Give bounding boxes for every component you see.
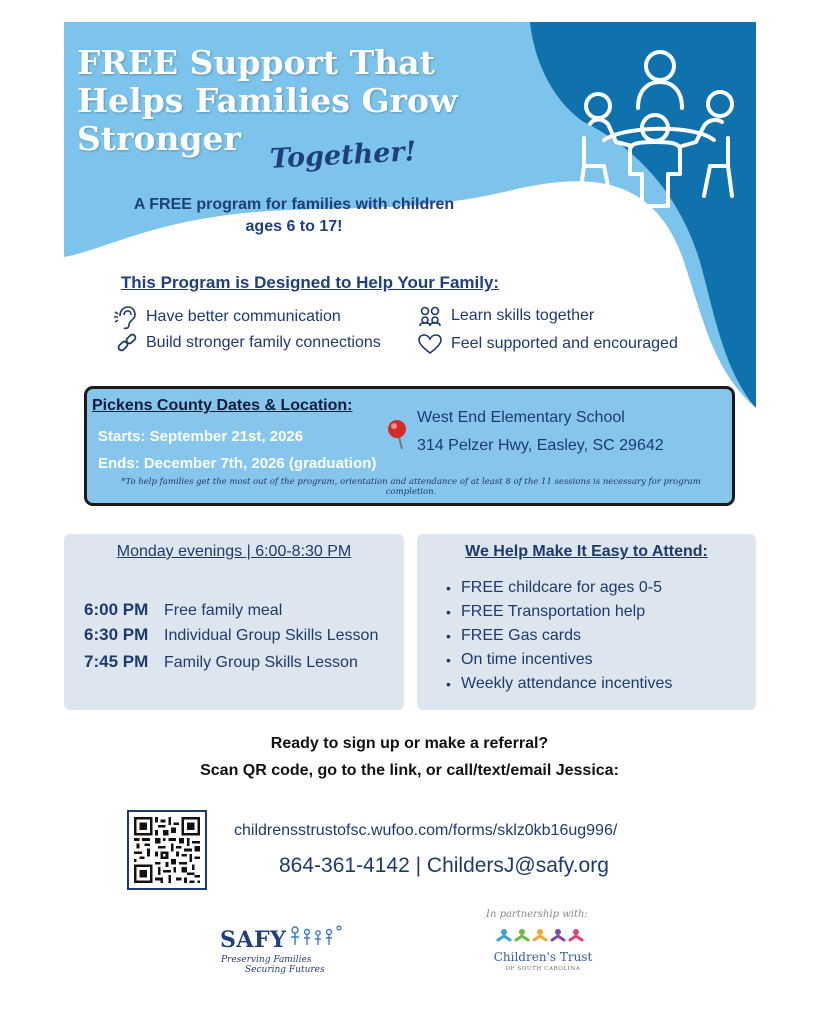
heart-icon: [417, 333, 443, 355]
list-item: • On time incentives: [461, 648, 672, 672]
list-item: • FREE Gas cards: [461, 624, 672, 648]
list-item: • FREE Transportation help: [461, 600, 672, 624]
benefit-label: Learn skills together: [451, 307, 595, 324]
schedule-label: Free family meal: [164, 602, 283, 619]
hero-title: [77, 44, 497, 158]
family-figures-icon: [287, 925, 343, 951]
benefit-communication: [112, 304, 341, 330]
benefit-supported: [417, 333, 678, 355]
phone-email[interactable]: 864-361-4142 | ChildersJ@safy.org: [279, 854, 609, 877]
school-address: 314 Pelzer Hwy, Easley, SC 29642: [417, 437, 664, 454]
hero-subtitle-line-2: ages 6 to 17!: [245, 218, 343, 235]
schedule-heading: Monday evenings | 6:00-8:30 PM: [116, 543, 352, 560]
start-date: Starts: September 21st, 2026: [98, 428, 304, 445]
qr-code-icon: [134, 817, 200, 883]
schedule-time: 7:45 PM: [84, 652, 149, 671]
hero-title-line-3: Stronger: [77, 119, 241, 158]
school-name: West End Elementary School: [417, 409, 625, 426]
safy-tagline-line-1: Preserving Families: [221, 955, 312, 965]
schedule-panel: [64, 534, 404, 710]
benefit-label: Feel supported and encouraged: [451, 335, 678, 352]
safy-logo: [215, 925, 345, 981]
signup-link[interactable]: childrensstrustofsc.wufoo.com/forms/sklz0kb16ug996/: [234, 822, 618, 839]
benefit-label: Have better communication: [146, 308, 341, 325]
map-pin-icon: [385, 419, 411, 451]
location-heading: Pickens County Dates & Location:: [92, 397, 353, 414]
link-icon: [116, 332, 138, 354]
list-item: • Weekly attendance incentives: [461, 672, 672, 696]
safy-tagline: [221, 955, 325, 975]
children-figures-icon: [494, 928, 594, 946]
schedule-row: [84, 600, 282, 620]
schedule-row: [84, 625, 378, 645]
schedule-time: 6:00 PM: [84, 600, 149, 619]
benefits-heading: This Program is Designed to Help Your Family:: [120, 273, 500, 292]
hero-title-line-2: Helps Families Grow: [77, 81, 458, 120]
schedule-label: Family Group Skills Lesson: [164, 654, 358, 671]
cta-line-2: Scan QR code, go to the link, or call/text/email Jessica:: [200, 762, 619, 779]
dates-location-box: [84, 386, 735, 506]
hero-script-together: Together!: [269, 136, 418, 175]
cta-line-1: Ready to sign up or make a referral?: [270, 735, 549, 752]
benefit-connections: [116, 332, 381, 354]
safy-wordmark: SAFY: [220, 927, 287, 953]
qr-code[interactable]: [127, 810, 207, 890]
childrens-trust-name: Children's Trust: [493, 950, 593, 964]
easy-attend-heading: We Help Make It Easy to Attend:: [465, 543, 708, 560]
childrens-trust-subtitle: OF SOUTH CAROLINA: [505, 966, 581, 972]
schedule-time: 6:30 PM: [84, 625, 149, 644]
family-group-icon: [564, 46, 744, 216]
schedule-row: [84, 652, 358, 672]
hero-subtitle-line-1: A FREE program for families with children: [133, 196, 455, 213]
end-date: Ends: December 7th, 2026 (graduation): [98, 455, 377, 472]
easy-attend-list: [461, 576, 672, 696]
attendance-note: *To help families get the most out of the program, orientation and attendance of at least 8 of the 11 sessions is necessary for program completion.: [121, 477, 701, 497]
group-icon: [417, 305, 443, 327]
list-item: • FREE childcare for ages 0-5: [461, 576, 672, 600]
hero-subtitle: [84, 194, 504, 238]
ear-icon: [112, 304, 138, 330]
schedule-label: Individual Group Skills Lesson: [164, 627, 379, 644]
easy-attend-panel: [417, 534, 756, 710]
safy-tagline-line-2: Securing Futures: [245, 965, 325, 975]
hero-title-line-1: FREE Support That: [77, 43, 435, 82]
benefit-label: Build stronger family connections: [146, 334, 381, 351]
partnership-label: In partnership with:: [486, 909, 588, 920]
benefit-learn-skills: [417, 305, 594, 327]
childrens-trust-logo: [478, 928, 608, 978]
